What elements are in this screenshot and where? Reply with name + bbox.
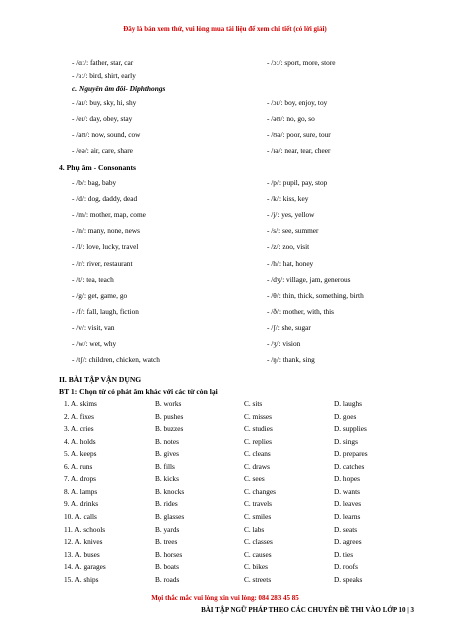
exercise-option: 3. A. cries xyxy=(64,424,94,434)
exercise-option: C. smiles xyxy=(244,511,272,521)
sound-right: - /ʊə/: poor, sure, tour xyxy=(267,130,331,139)
consonant-row xyxy=(0,323,450,336)
exercise-row xyxy=(0,525,450,537)
exercise-option: C. streets xyxy=(244,574,272,584)
exercise-option: C. travels xyxy=(244,499,272,509)
exercise-option: B. notes xyxy=(155,436,179,446)
exercise-option: 8. A. lamps xyxy=(64,486,98,496)
sound-right: - /θ/: thin, thick, something, birth xyxy=(267,290,364,300)
sound-left: - /aʊ/: now, sound, cow xyxy=(72,130,141,139)
exercise-option: B. buzzes xyxy=(155,424,184,434)
sound-left: - /eɪ/: day, obey, stay xyxy=(72,114,133,123)
exercise-option: B. boats xyxy=(155,562,179,572)
footer-title: BÀI TẬP NGỮ PHÁP THEO CÁC CHUYÊN ĐỀ THI VÀO LỚP 10 | 3 xyxy=(201,606,414,614)
sound-left: - /ɜː/: bird, shirt, early xyxy=(72,71,136,80)
exercise-option: D. goes xyxy=(334,411,357,421)
sound-left: - /ɑː/: father, star, car xyxy=(72,58,134,67)
sound-right: - /ʃ/: she, sugar xyxy=(267,322,311,332)
exercise-option: B. works xyxy=(155,399,182,408)
exercise-option: 15. A. ships xyxy=(64,574,99,584)
exercise-option: 2. A. fixes xyxy=(64,411,94,421)
exercise-option: 12. A. knives xyxy=(64,537,103,547)
exercise-option: B. trees xyxy=(155,537,178,547)
exercise-option: B. glasses xyxy=(155,511,185,521)
exercise-option: B. yards xyxy=(155,524,180,534)
consonant-row xyxy=(0,194,450,207)
exercise-option: C. replies xyxy=(244,436,272,446)
consonant-row xyxy=(0,259,450,272)
exercise-option: C. sits xyxy=(244,399,263,408)
exercise-row xyxy=(0,424,450,436)
sound-left: - /r/: river, restaurant xyxy=(72,258,133,268)
exercise-option: B. roads xyxy=(155,574,180,584)
sound-right: - /ŋ/: thank, sing xyxy=(267,355,315,365)
exercise-row xyxy=(0,537,450,549)
consonant-row xyxy=(0,291,450,304)
sound-right: - /dʒ/: village, jam, generous xyxy=(267,274,351,284)
exercise-option: C. sees xyxy=(244,474,265,484)
exercise-option: D. leaves xyxy=(334,499,362,509)
sound-left: - /eə/: air, care, share xyxy=(72,146,133,155)
exercise-option: C. studies xyxy=(244,424,273,434)
exercise-row xyxy=(0,437,450,449)
exercise-option: B. kicks xyxy=(155,474,179,484)
exercise-option: C. causes xyxy=(244,549,272,559)
exercise-option: D. sings xyxy=(334,436,358,446)
exercise-row xyxy=(0,449,450,461)
consonant-row xyxy=(0,275,450,288)
exercise-option: C. classes xyxy=(244,537,273,547)
exercise-row xyxy=(0,462,450,474)
exercise-option: D. learns xyxy=(334,511,361,521)
exercise-option: D. laughs xyxy=(334,399,362,408)
consonant-row xyxy=(0,178,450,191)
exercise-option: C. bikes xyxy=(244,562,268,572)
consonant-row xyxy=(0,339,450,352)
consonant-row xyxy=(0,226,450,239)
exercise-option: D. agrees xyxy=(334,537,362,547)
exercise-option: D. ties xyxy=(334,549,354,559)
exercise-option: D. supplies xyxy=(334,424,367,434)
sound-left: - /t/: tea, teach xyxy=(72,274,114,284)
sound-left: - /w/: wet, why xyxy=(72,339,117,348)
sound-right: - /ɔɪ/: boy, enjoy, toy xyxy=(267,98,328,107)
diphthong-row xyxy=(0,114,450,127)
exercise-option: C. cleans xyxy=(244,449,271,459)
diphthongs-heading: c. Nguyên âm đôi- Diphthongs xyxy=(72,84,166,93)
exercise-row xyxy=(0,412,450,424)
exercise-option: D. roofs xyxy=(334,562,358,572)
exercise-heading: BT 1: Chọn từ có phát âm khác với các từ còn lại xyxy=(59,387,218,396)
preview-banner: Đây là bản xem thử, vui lòng mua tài liệu để xem chi tiết (có lời giải) xyxy=(123,25,327,33)
exercise-row xyxy=(0,550,450,562)
exercise-option: B. fills xyxy=(155,461,175,471)
exercise-option: D. hopes xyxy=(334,474,360,484)
exercise-option: D. prepares xyxy=(334,449,368,459)
consonant-row xyxy=(0,242,450,255)
consonant-row xyxy=(0,307,450,320)
exercise-option: D. seats xyxy=(334,524,358,534)
sound-right: - /ɪə/: near, tear, cheer xyxy=(267,146,331,155)
exercise-option: D. speaks xyxy=(334,574,363,584)
section-heading: II. BÀI TẬP VẬN DỤNG xyxy=(59,375,142,384)
exercise-row xyxy=(0,474,450,486)
sound-left: - /v/: visit, van xyxy=(72,322,115,332)
sound-left: - /b/: bag, baby xyxy=(72,178,117,187)
exercise-option: C. labs xyxy=(244,524,265,534)
exercise-option: 6. A. runs xyxy=(64,461,93,471)
exercise-row xyxy=(0,512,450,524)
sound-right: - /ð/: mother, with, this xyxy=(267,306,334,316)
exercise-option: 1. A. skims xyxy=(64,399,97,408)
sound-right: - /z/: zoo, visit xyxy=(267,242,310,252)
sound-left: - /d/: dog, daddy, dead xyxy=(72,194,138,204)
exercise-option: 4. A. holds xyxy=(64,436,96,446)
exercise-option: C. changes xyxy=(244,486,277,496)
vowel-row xyxy=(0,71,450,84)
footer-contact: Mọi thắc mắc vui lòng xin vui lòng: 084 283 45 85 xyxy=(151,594,299,602)
sound-left: - /aɪ/: buy, sky, hi, shy xyxy=(72,98,137,107)
exercise-option: 10. A. calls xyxy=(64,511,97,521)
exercise-option: B. pushes xyxy=(155,411,184,421)
sound-right: - /ɔː/: sport, more, store xyxy=(267,58,336,67)
consonants-heading: 4. Phụ âm - Consonants xyxy=(59,163,137,172)
sound-right: - /s/: see, summer xyxy=(267,226,319,236)
diphthong-row xyxy=(0,130,450,143)
sound-right: - /h/: hat, honey xyxy=(267,258,314,268)
exercise-option: 7. A. drops xyxy=(64,474,97,484)
exercise-option: B. knocks xyxy=(155,486,185,496)
consonant-row xyxy=(0,210,450,223)
exercise-option: D. wants xyxy=(334,486,360,496)
exercise-row xyxy=(0,487,450,499)
exercise-option: 9. A. drinks xyxy=(64,499,99,509)
exercise-row xyxy=(0,562,450,574)
exercise-row xyxy=(0,399,450,411)
sound-left: - /tʃ/: children, chicken, watch xyxy=(72,355,160,365)
consonant-row xyxy=(0,355,450,368)
exercise-option: B. gives xyxy=(155,449,179,459)
sound-right: - /j/: yes, yellow xyxy=(267,210,315,220)
sound-right: - /əʊ/: no, go, so xyxy=(267,114,315,123)
sound-right: - /k/: kiss, key xyxy=(267,194,309,204)
sound-left: - /l/: love, lucky, travel xyxy=(72,242,139,252)
exercise-row xyxy=(0,575,450,587)
exercise-option: 14. A. garages xyxy=(64,562,106,572)
diphthong-row xyxy=(0,98,450,111)
exercise-option: B. rides xyxy=(155,499,178,509)
sound-right: - /p/: pupil, pay, stop xyxy=(267,178,328,187)
sound-left: - /f/: fall, laugh, fiction xyxy=(72,306,139,316)
vowel-row xyxy=(0,58,450,71)
sound-right: - /ʒ/: vision xyxy=(267,339,301,348)
exercise-option: 5. A. keeps xyxy=(64,449,97,459)
sound-left: - /m/: mother, map, come xyxy=(72,210,146,220)
sound-left: - /g/: get, game, go xyxy=(72,290,128,300)
exercise-option: 11. A. schools xyxy=(64,524,106,534)
exercise-row xyxy=(0,499,450,511)
diphthong-row xyxy=(0,146,450,159)
exercise-option: 13. A. buses xyxy=(64,549,100,559)
sound-left: - /n/: many, none, news xyxy=(72,226,141,236)
exercise-option: B. horses xyxy=(155,549,183,559)
exercise-option: C. draws xyxy=(244,461,270,471)
exercise-option: C. misses xyxy=(244,411,272,421)
exercise-option: D. catches xyxy=(334,461,365,471)
